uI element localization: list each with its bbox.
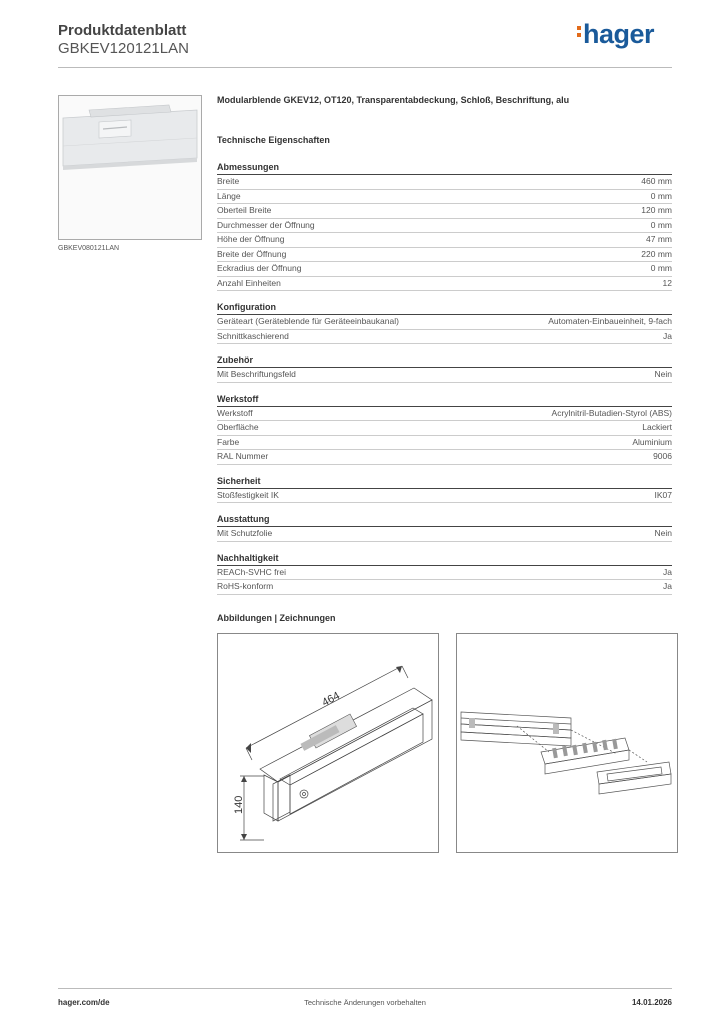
property-label: Farbe [217, 436, 240, 447]
property-label: REACh-SVHC frei [217, 566, 286, 577]
property-label: Oberfläche [217, 422, 259, 432]
property-label: RoHS-konform [217, 581, 274, 591]
drawings-title: Abbildungen | Zeichnungen [217, 613, 336, 623]
property-row [217, 219, 672, 234]
property-row [217, 248, 672, 263]
property-value: Ja [663, 566, 672, 577]
section-title: Ausstattung [217, 513, 672, 527]
property-value: 0 mm [650, 190, 672, 201]
property-section [217, 393, 672, 465]
product-thumbnail-image [59, 96, 201, 239]
property-label: Schnittkaschierend [217, 330, 289, 341]
hager-logo[interactable] [577, 19, 654, 50]
property-label: Mit Beschriftungsfeld [217, 369, 296, 379]
property-label: Geräteart (Geräteblende für Geräteeinbaukanal) [217, 316, 399, 326]
product-thumbnail [58, 95, 202, 240]
property-value: 47 mm [646, 234, 672, 244]
dimension-drawing [217, 633, 439, 853]
logo-text: hager [582, 19, 654, 49]
property-value: Automaten-Einbaueinheit, 9-fach [548, 316, 672, 326]
property-label: Eckradius der Öffnung [217, 263, 302, 273]
property-label: RAL Nummer [217, 451, 269, 461]
property-value: 12 [662, 277, 672, 288]
property-label: Durchmesser der Öffnung [217, 219, 315, 230]
property-row [217, 277, 672, 292]
property-value: 0 mm [650, 263, 672, 273]
property-value: Ja [663, 581, 672, 591]
property-value: 0 mm [650, 219, 672, 230]
property-label: Stoßfestigkeit IK [217, 489, 279, 500]
property-label: Werkstoff [217, 407, 253, 418]
property-section [217, 552, 672, 595]
section-title: Nachhaltigkeit [217, 552, 672, 566]
height-dimension-label: 140 [233, 795, 245, 814]
property-section [217, 354, 672, 383]
property-row [217, 315, 672, 330]
property-label: Anzahl Einheiten [217, 277, 281, 288]
property-row [217, 233, 672, 248]
property-label: Oberteil Breite [217, 205, 272, 215]
page-footer [58, 988, 672, 1018]
property-value: 460 mm [641, 176, 672, 186]
property-sections [217, 161, 672, 595]
property-row [217, 262, 672, 277]
property-row [217, 489, 672, 504]
technical-properties-title: Technische Eigenschaften [217, 135, 330, 145]
exploded-view-drawing [456, 633, 678, 853]
property-value: Aluminium [632, 436, 672, 447]
section-title: Sicherheit [217, 475, 672, 489]
thumbnail-caption: GBKEV080121LAN [58, 245, 120, 252]
product-details [217, 95, 672, 605]
property-value: Lackiert [642, 422, 672, 432]
page-header [58, 19, 672, 68]
property-row [217, 175, 672, 190]
property-section [217, 513, 672, 542]
property-value: Nein [654, 528, 672, 538]
property-label: Höhe der Öffnung [217, 234, 285, 244]
logo-dots-icon [577, 26, 581, 37]
property-value: Nein [654, 369, 672, 379]
property-row [217, 436, 672, 451]
property-value: IK07 [654, 489, 672, 500]
property-row [217, 421, 672, 436]
property-row [217, 580, 672, 595]
document-date: 14.01.2026 [631, 998, 672, 1007]
property-section [217, 161, 672, 291]
property-row [217, 527, 672, 542]
section-title: Werkstoff [217, 393, 672, 407]
property-section [217, 301, 672, 344]
property-label: Breite der Öffnung [217, 248, 287, 259]
disclaimer-text: Technische Änderungen vorbehalten [304, 998, 426, 1007]
property-value: Acrylnitril-Butadien-Styrol (ABS) [551, 407, 672, 418]
property-row [217, 450, 672, 465]
exploded-view-svg [457, 634, 677, 852]
section-title: Konfiguration [217, 301, 672, 315]
property-row [217, 190, 672, 205]
product-number: GBKEV120121LAN [58, 40, 189, 57]
property-row [217, 368, 672, 383]
property-value: Ja [663, 330, 672, 341]
property-row [217, 204, 672, 219]
property-label: Mit Schutzfolie [217, 528, 273, 538]
section-title: Zubehör [217, 354, 672, 368]
property-section [217, 475, 672, 504]
section-title: Abmessungen [217, 161, 672, 175]
property-label: Länge [217, 190, 241, 201]
website-link[interactable]: hager.com/de [58, 998, 110, 1007]
property-value: 220 mm [641, 248, 672, 259]
property-row [217, 407, 672, 422]
property-row [217, 330, 672, 345]
property-label: Breite [217, 176, 240, 186]
dimension-drawing-svg [218, 634, 438, 852]
product-description: Modularblende GKEV12, OT120, Transparentabdeckung, Schloß, Beschriftung, alu [217, 95, 570, 105]
property-value: 120 mm [641, 205, 672, 215]
document-title: Produktdatenblatt [58, 22, 187, 39]
width-dimension-label: 464 [320, 689, 342, 710]
property-row [217, 566, 672, 581]
property-value: 9006 [653, 451, 672, 461]
